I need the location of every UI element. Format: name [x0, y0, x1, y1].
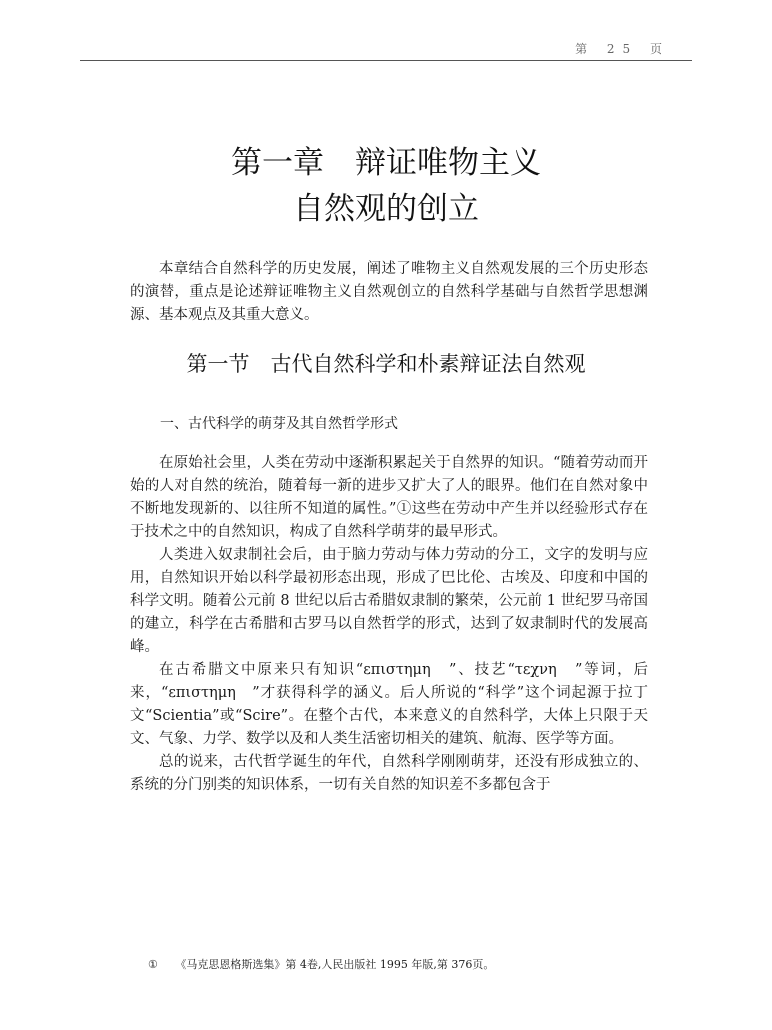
subsection-title: 一、古代科学的萌芽及其自然哲学形式 — [160, 416, 398, 432]
chapter-title-line-2: 自然观的创立 — [293, 191, 479, 227]
body-paragraph: 在古希腊文中原来只有知识“επιστημη ”、技艺“τεχνη ”等词，后来，“επιστημη ”才获得科学的涵义。后人所说的“科学”这个词起源于拉丁文“Scientia”或“Scire”。在整个古代，本来意义的自然科学，大体上只限于天文、气象、力学、数学以及和人类生活密切相关的建筑、航海、医学等方面。 — [130, 662, 648, 747]
footnote-marker: ① — [148, 958, 158, 971]
section-title: 第一节 古代自然科学和朴素辩证法自然观 — [186, 352, 586, 376]
footnote — [148, 956, 494, 972]
body-paragraph: 人类进入奴隶制社会后，由于脑力劳动与体力劳动的分工，文字的发明与应用，自然知识开始以科学最初形态出现，形成了巴比伦、古埃及、印度和中国的科学文明。随着公元前 8 世纪以后古希腊奴隶制的繁荣，公元前 1 世纪罗马帝国的建立，科学在古希腊和古罗马以自然哲学的形式，达到了奴隶制时代的发展高峰。 — [130, 547, 648, 655]
chapter-intro — [130, 258, 648, 327]
intro-paragraph: 本章结合自然科学的历史发展，阐述了唯物主义自然观发展的三个历史形态的演替，重点是论述辩证唯物主义自然观创立的自然科学基础与自然哲学思想渊源、基本观点及其重大意义。 — [130, 261, 648, 323]
page-header — [80, 38, 692, 61]
body-paragraph: 总的说来，古代哲学诞生的年代，自然科学刚刚萌芽，还没有形成独立的、系统的分门别类的知识体系，一切有关自然的知识差不多都包含于 — [130, 754, 648, 793]
chapter-title — [80, 140, 692, 232]
footnote-text: 《马克思恩格斯选集》第 4卷,人民出版社 1995 年版,第 376页。 — [175, 958, 495, 971]
main-body — [130, 452, 648, 797]
page-number: 第 25 页 — [575, 42, 670, 56]
chapter-title-line-1: 第一章 辩证唯物主义 — [231, 145, 541, 181]
body-paragraph: 在原始社会里，人类在劳动中逐渐积累起关于自然界的知识。“随着劳动而开始的人对自然的统治，随着每一新的进步又扩大了人的眼界。他们在自然对象中不断地发现新的、以往所不知道的属性。”①这些在劳动中产生并以经验形式存在于技术之中的自然知识，构成了自然科学萌芽的最早形式。 — [130, 455, 648, 540]
